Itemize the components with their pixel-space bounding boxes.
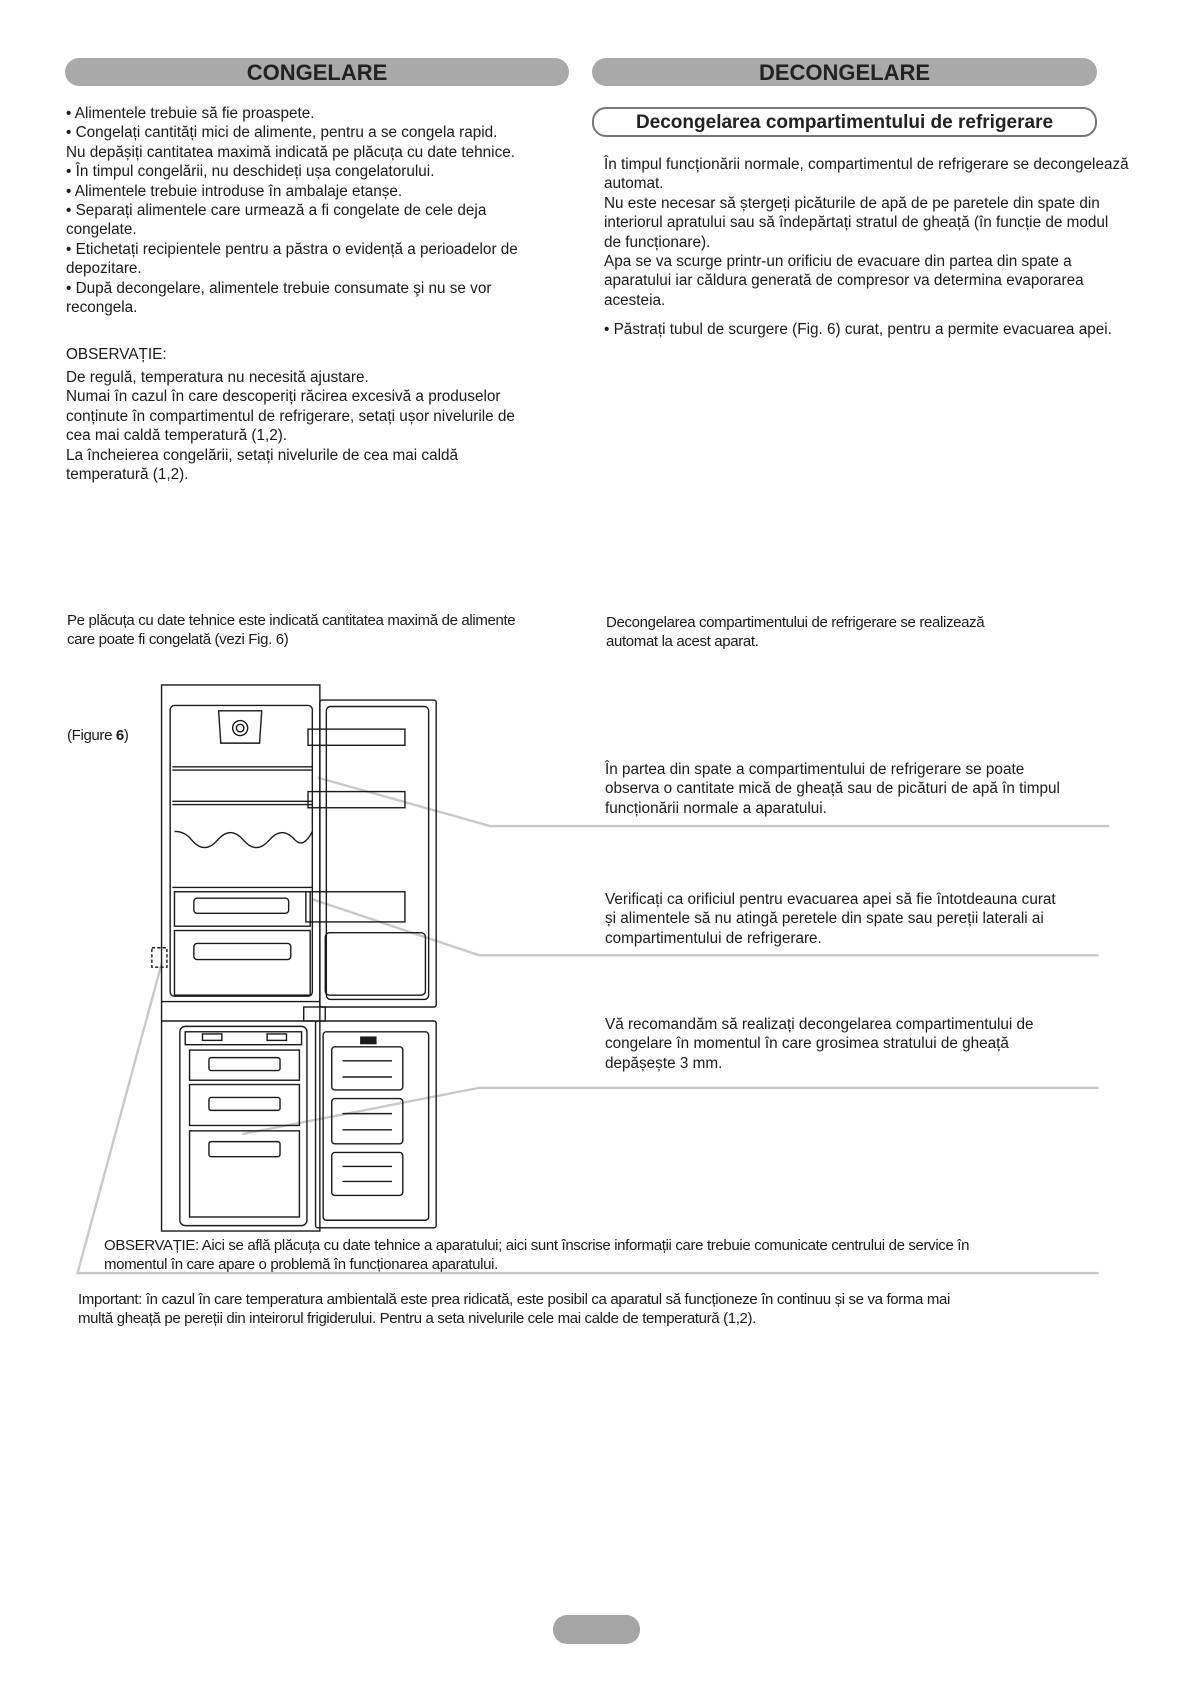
callout-lines	[78, 778, 1110, 1273]
auto-defrost-text: Decongelarea compartimentului de refrigerare se realizează automat la acest aparat.	[606, 614, 985, 651]
figure-number: 6	[115, 727, 124, 745]
rating-plate-marker	[152, 948, 167, 967]
wine-rack	[174, 831, 312, 847]
note-heading: OBSERVAȚIE:	[66, 346, 167, 363]
callout-ice-back-wall: În partea din spate a compartimentului de refrigerare se poate observa o cantitate mică de gheață sau de picături de apă în timpul funcționării normale a aparatului.	[605, 761, 1060, 817]
figure-label-text: (Figure	[67, 727, 116, 745]
fridge-door	[320, 700, 436, 1007]
plate-capacity-text: Pe plăcuța cu date tehnice este indicată cantitatea maximă de alimente care poate fi congelată (vezi Fig. 6)	[67, 612, 516, 649]
subsection-title: Decongelarea compartimentului de refrigerare	[592, 107, 1097, 137]
callout-freezer-defrost: Vă recomandăm să realizați decongelarea compartimentului de congelare în momentul în care grosimea stratului de gheață depășește 3 mm.	[605, 1016, 1034, 1072]
freezing-tips-list: • Alimentele trebuie să fie proaspete. • Congelați cantități mici de alimente, pentru a se congela rapid. Nu depășiți cantitatea maximă indicată pe plăcuța cu date tehnice. • În timpul congelării, nu deschideți ușa congelatorului. • Alimentele trebuie introduse în ambalaje etanșe. • Separați alimentele care urmează a fi congelate de cele deja congelate. • Etichetați recipientele pentru a păstra o evidență a perioadelor de depozitare. • După decongelare, alimentele trebuie consumate şi nu se vor recongela.	[66, 105, 518, 317]
freezer-door	[316, 1021, 437, 1228]
figure-label-end: )	[123, 727, 129, 745]
page-number-badge	[553, 1615, 640, 1644]
section-header-decongelare: DECONGELARE	[592, 58, 1097, 86]
fan-icon	[233, 721, 248, 736]
callout-drain-hole: Verificați ca orificiul pentru evacuarea apei să fie întotdeauna curat și alimentele să nu atingă peretele din spate sau pereții laterali ai compartimentului de refrigerare.	[605, 891, 1056, 947]
plate-location-note: OBSERVAȚIE: Aici se află plăcuța cu date tehnice a aparatului; aici sunt înscrise informații care trebuie comunicate centrului de service în momentul în care apare o problemă în funcționarea aparatului.	[104, 1237, 970, 1274]
note-text: De regulă, temperatura nu necesită ajustare. Numai în cazul în care descoperiți răcirea excesivă a produselor conținute în compartimentul de refrigerare, setați ușor nivelurile de cea mai caldă temperatură (1,2). La încheierea congelării, setați nivelurile de cea mai caldă temperatură (1,2).	[66, 369, 515, 484]
section-header-congelare: CONGELARE	[65, 58, 569, 86]
defrost-body: În timpul funcționării normale, compartimentul de refrigerare se decongelează automat. Nu este necesar să ștergeți picăturile de apă de pe paretele din spate din interiorul apratului sau să îndepărtați stratul de gheață (în funcție de modul de funcționare). Apa se va scurge printr-un orificiu de evacuare din partea din spate a aparatului iar căldura generată de compresor va determina evaporarea acesteia.	[604, 156, 1129, 309]
drain-tube-tip: • Păstrați tubul de scurgere (Fig. 6) curat, pentru a permite evacuarea apei.	[604, 321, 1112, 338]
important-note: Important: în cazul în care temperatura ambientală este prea ridicată, este posibil ca aparatul să funcționeze în continuu și se va forma mai multă gheață pe pereții din inteirorul frigiderului. Pentru a seta nivelurile cele mai calde de temperatură (1,2).	[78, 1291, 950, 1328]
